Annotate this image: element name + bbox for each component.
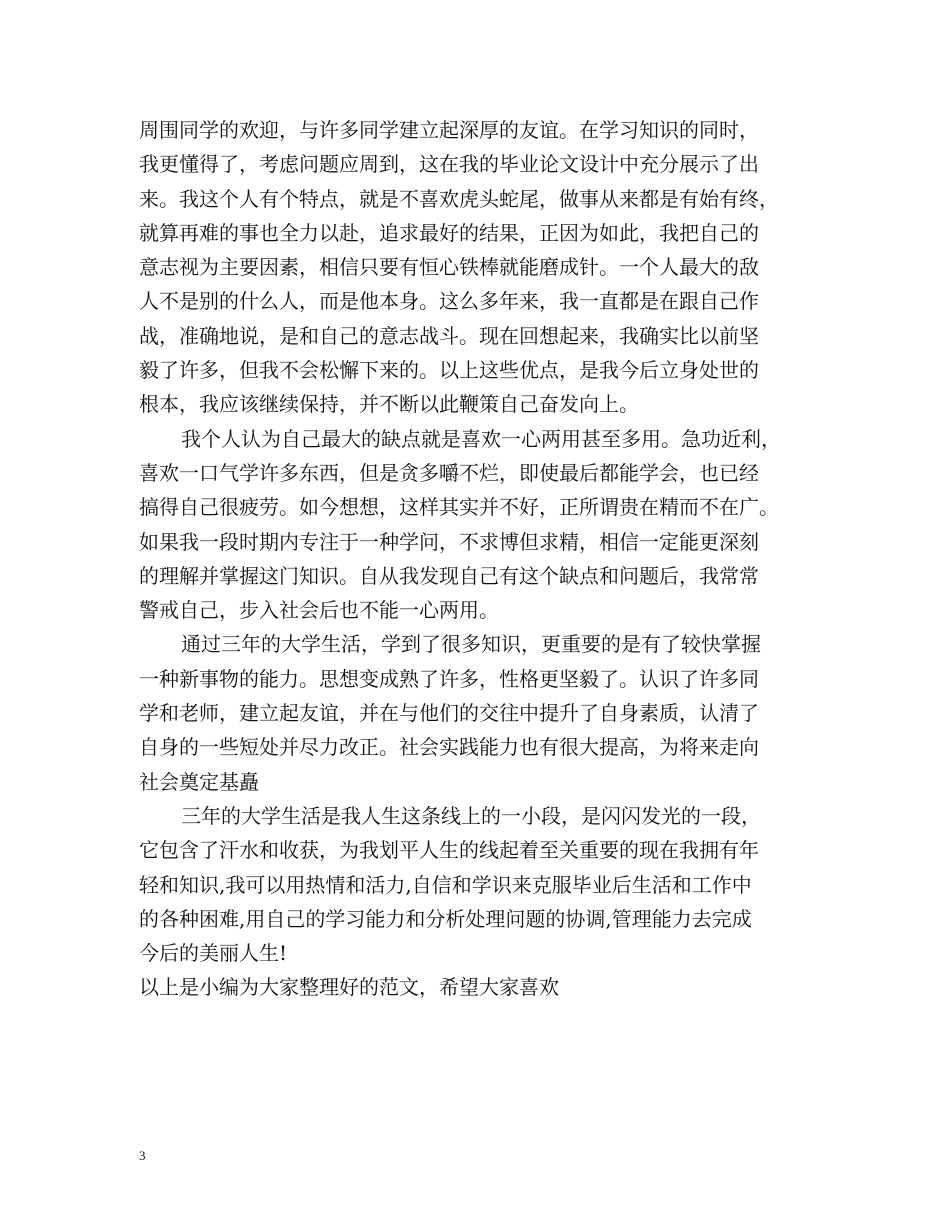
text-line: 以上是小编为大家整理好的范文，希望大家喜欢 [139,975,559,1000]
text-line: 我个人认为自己最大的缺点就是喜欢一心两用甚至多用。急功近利， [181,426,781,451]
text-line: 毅了许多，但我不会松懈下来的。以上这些优点，是我今后立身处世的 [139,358,759,383]
paragraph-4 [139,799,829,970]
page-number: 3 [139,1148,146,1163]
text-line: 自身的一些短处并尽力改正。社会实践能力也有很大提高，为将来走向 [139,735,759,760]
text-line: 周围同学的欢迎，与许多同学建立起深厚的友谊。在学习知识的同时， [139,118,759,142]
text-line: 的理解并掌握这门知识。自从我发现自己有这个缺点和问题后，我常常 [139,563,759,588]
text-line: 战，准确地说，是和自己的意志战斗。现在回想起来，我确实比以前坚 [139,323,759,348]
text-line: 学和老师，建立起友谊，并在与他们的交往中提升了自身素质，认清了 [139,701,759,726]
text-line: 如果我一段时期内专注于一种学问，不求博但求精，相信一定能更深刻 [139,529,759,554]
text-line: 轻和知识,我可以用热情和活力,自信和学识来克服毕业后生活和工作中 [139,872,752,897]
text-line: 就算再难的事也全力以赴，追求最好的结果，正因为如此，我把自己的 [139,220,759,245]
text-line: 通过三年的大学生活，学到了很多知识，更重要的是有了较快掌握 [181,632,761,657]
text-line: 一种新事物的能力。思想变成熟了许多，性格更坚毅了。认识了许多同 [139,666,759,691]
text-line: 搞得自己很疲劳。如今想想，这样其实并不好，正所谓贵在精而不在广。 [139,495,779,520]
text-line: 它包含了汗水和收获，为我划平人生的线起着至关重要的现在我拥有年 [139,838,759,863]
text-line: 我更懂得了，考虑问题应周到，这在我的毕业论文设计中充分展示了出 [139,152,759,177]
paragraph-2 [139,422,829,628]
text-line: 人不是别的什么人，而是他本身。这么多年来，我一直都是在跟自己作 [139,289,759,314]
text-line: 今后的美丽人生! [139,941,288,966]
text-line: 社会奠定基矗 [139,769,259,794]
text-line: 意志视为主要因素，相信只要有恒心铁棒就能磨成针。一个人最大的敌 [139,255,759,280]
text-line: 三年的大学生活是我人生这条线上的一小段，是闪闪发光的一段， [181,803,761,828]
text-line: 根本，我应该继续保持，并不断以此鞭策自己奋发向上。 [139,392,639,417]
closing-line [139,970,829,1004]
paragraph-3 [139,627,829,798]
paragraph-1 [139,113,829,422]
text-line: 喜欢一口气学许多东西，但是贪多嚼不烂，即使最后都能学会，也已经 [139,460,759,485]
text-line: 的各种困难,用自己的学习能力和分析处理问题的协调,管理能力去完成 [139,906,752,931]
text-line: 警戒自己，步入社会后也不能一心两用。 [139,598,499,623]
text-line: 来。我这个人有个特点，就是不喜欢虎头蛇尾，做事从来都是有始有终， [139,186,779,211]
document-body [139,113,829,1005]
